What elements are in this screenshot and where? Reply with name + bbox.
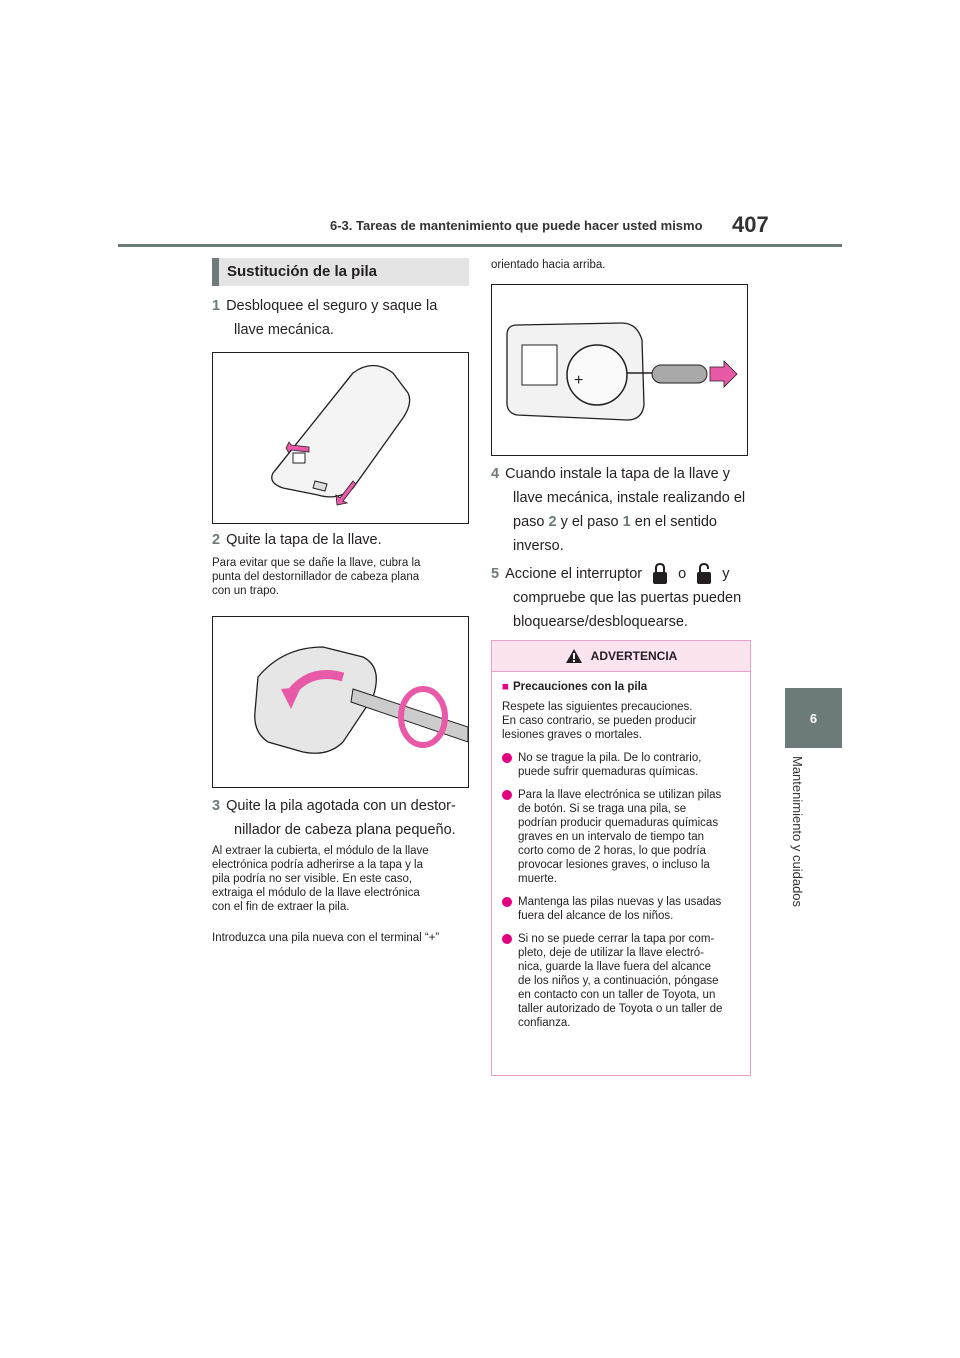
step-1: 1 Desbloquee el seguro y saque la llave mecánica. xyxy=(212,298,438,338)
step-4: 4 Cuando instale la tapa de la llave y llave mecánica, instale realizando el paso 2 y el paso 1 en el sentido inverso. xyxy=(491,466,746,554)
chapter-tab-label: Mantenimiento y cuidados xyxy=(790,756,805,908)
note-insert-battery: Introduzca una pila nueva con el terminal “+” xyxy=(212,932,440,944)
step-number: 4 xyxy=(491,466,500,482)
warning-title: ADVERTENCIA xyxy=(590,649,678,663)
figure-remove-battery xyxy=(491,284,748,456)
step-reference: 2 xyxy=(548,514,557,530)
note-step-2: Para evitar que se dañe la llave, cubra la punta del destornillador de cabeza plana con un trapo. xyxy=(212,557,421,597)
warning-intro: Respete las siguientes precauciones. En caso contrario, se pueden producir lesiones graves o mortales. xyxy=(502,701,697,741)
note-step-3: Al extraer la cubierta, el módulo de la llave electrónica podría adherirse a la tapa y la pila podría no ser visible. En este caso, extraiga el módulo de la llave electrónica con el fin de extraer la pila. xyxy=(212,845,429,913)
warning-bullet: Mantenga las pilas nuevas y las usadas fuera del alcance de los niños. xyxy=(502,895,740,923)
page-number: 407 xyxy=(732,212,769,237)
bullet-dot-icon xyxy=(502,897,512,907)
step-5: 5 Accione el interruptor o y compruebe que las puertas pueden bloquearse/desbloquearse. xyxy=(491,562,761,634)
figure-unlock-key xyxy=(212,352,469,524)
warning-triangle-icon xyxy=(565,648,583,664)
warning-header xyxy=(492,641,750,672)
note-insert-battery-cont: orientado hacia arriba. xyxy=(491,259,606,271)
step-number: 2 xyxy=(212,532,221,548)
bullet-dot-icon xyxy=(502,753,512,763)
bullet-dot-icon xyxy=(502,934,512,944)
unlock-icon xyxy=(696,563,712,585)
lock-icon xyxy=(652,563,668,585)
warning-subheading: ■ Precauciones con la pila xyxy=(502,681,648,693)
chapter-header: 6-3. Tareas de mantenimiento que puede hacer usted mismo xyxy=(330,218,703,233)
section-heading: Sustitución de la pila xyxy=(212,258,469,286)
step-3: 3 Quite la pila agotada con un destor- nillador de cabeza plana pequeño. xyxy=(212,798,456,838)
step-number: 1 xyxy=(212,298,221,314)
warning-bullet: No se trague la pila. De lo contrario, puede sufrir quemaduras químicas. xyxy=(502,751,740,779)
cover-removal-illustration xyxy=(213,617,468,787)
warning-bullet: Si no se puede cerrar la tapa por com- pleto, deje de utilizar la llave electró- nica, guarde la llave fuera del alcance de los niños y, a continuación, póngase en contacto con un taller de Toyota, un taller autorizado de Toyota o un taller de confianza. xyxy=(502,932,740,1030)
header-divider xyxy=(118,244,842,247)
step-reference: 1 xyxy=(622,514,631,530)
figure-remove-cover xyxy=(212,616,469,788)
step-2: 2 Quite la tapa de la llave. xyxy=(212,532,382,548)
warning-box xyxy=(491,640,751,1076)
bullet-dot-icon xyxy=(502,790,512,800)
step-number: 5 xyxy=(491,566,500,582)
step-number: 3 xyxy=(212,798,221,814)
battery-plus-label: + xyxy=(574,372,584,389)
warning-bullet: Para la llave electrónica se utilizan pilas de botón. Si se traga una pila, se podrían producir quemaduras químicas graves en un intervalo de tiempo tan corto como de 2 horas, lo que podría provocar lesiones graves, o incluso la muerte. xyxy=(502,788,740,886)
chapter-tab: 6 xyxy=(785,688,842,748)
battery-removal-illustration xyxy=(492,285,747,455)
key-fob-illustration xyxy=(213,353,468,523)
square-bullet-icon: ■ xyxy=(502,681,509,693)
warning-body xyxy=(492,672,750,1036)
